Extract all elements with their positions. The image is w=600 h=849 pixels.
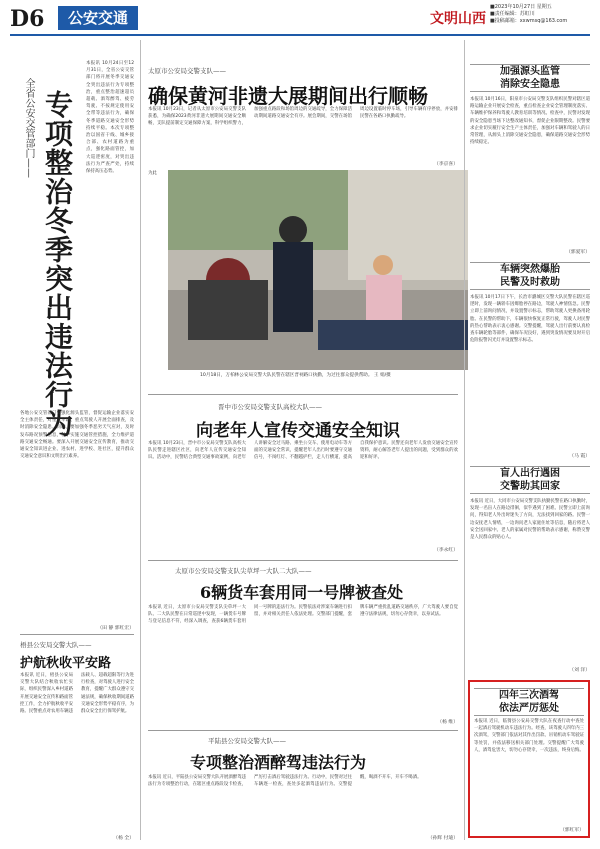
divider xyxy=(148,394,458,395)
header-date: ■2023年10月27日 星期五 xyxy=(490,4,552,10)
sidebar-article-1-title xyxy=(470,64,590,92)
young-article-kicker: 晋中市公安局交警支队高校大队—— xyxy=(218,403,322,411)
lead-article-title: 确保黄河非遗大展期间出行顺畅 xyxy=(148,84,428,108)
left-article-body-b: 各地公安交管部门要强化源头监管，督促运输企业落实安全主体责任，对重点车辆、重点驾驶人开展全面排查，及时消除安全隐患。同时，要加强冬季恶劣天气应对，及时发布路况预警信息，科学实施交通管控措施，全力维护道路交通安全畅通。要深入开展交通安全宣传教育，推动交通安全知识进企业、进农村、进学校、进社区，提升群众交通安全意识和文明出行素养。 xyxy=(20,411,134,460)
sidebar-article-4-byline: （郭红军） xyxy=(560,828,584,833)
newspaper-logo: 文明山西 xyxy=(430,11,486,27)
sidebar-article-2-title xyxy=(470,262,590,290)
news-photo xyxy=(168,170,468,370)
sidebar-article-1-title-line: 消除安全隐患 xyxy=(500,79,560,90)
pingyao-article-title: 专项整治酒醉驾违法行为 xyxy=(190,753,367,772)
young-article-byline: （李永红） xyxy=(434,548,458,553)
sidebar-article-2-body: 本报讯 10月17日下午，长治市潞城区交警大队民警在辖区巡逻时，发现一辆轿车因爆胎停在路边，驾驶人神情焦急。民警立即上前询问情况，并设置警示标志，帮助驾驶人更换备用轮胎。在民警的帮助下，车辆很快恢复正常行驶，驾驶人对民警的热心帮助表示衷心感谢。交警提醒，驾驶人出行前要认真检查车辆轮胎等部件，确保车况良好，遇到突发情况要及时开启危险报警闪光灯并设置警示标志。 xyxy=(470,295,590,344)
page-number: D6 xyxy=(10,6,45,32)
lead-article-byline: （李京喜） xyxy=(434,162,458,167)
lishi-article-kicker: 梧县公安局交警大队—— xyxy=(20,641,92,649)
lishi-article-title: 护航秋收平安路 xyxy=(20,656,112,671)
sidebar-article-3-byline: （刘 洋） xyxy=(569,668,590,673)
sidebar-article-2-title-line: 车辆突然爆胎 xyxy=(500,264,560,275)
young-article-title: 向老年人宣传交通安全知识 xyxy=(196,421,400,441)
spacer xyxy=(468,110,469,111)
divider xyxy=(148,560,458,561)
truck-article-title: 6辆货车套用同一号牌被查处 xyxy=(200,583,404,602)
left-article-kicker: 全省公安交管部门—— xyxy=(23,78,34,178)
sidebar-article-1-title-line: 加强源头监管 xyxy=(500,66,560,77)
lishi-article-byline: （杨 全） xyxy=(113,836,134,841)
truck-article-body: 本报讯 近日，太原市公安局交警支队尖草坪一大队、二大队民警在日常巡逻中发现，一辆货车号牌与登记信息不符，经深入调查，查获6辆货车套用同一号牌的违法行为。民警依法对涉案车辆进行扣留，并对相关责任人依法处理。交警部门提醒，套牌车辆严重扰乱道路交通秩序，广大驾驶人要自觉遵守法律法规，切勿心存侥幸，以身试法。 xyxy=(148,605,458,625)
divider xyxy=(20,634,134,635)
pingyao-article-kicker: 平陆县公安局交警大队—— xyxy=(208,737,286,745)
header-email: ■投稿邮箱：xxwmsq@163.com xyxy=(490,18,568,24)
column-divider xyxy=(464,40,465,840)
left-article-body-a: 本报讯 10月24日至12月31日，全省公安交管部门将开展冬季交通安全突出违法行为专项整治，重点整治超速超员超载、酒驾醉驾、疲劳驾驶、不按规定使用安全带等违法行为，确保冬季道路交通安全形势持续平稳。本次专项整治以国省干线、城乡接合部、农村道路为重点，强化路面管控，加大巡逻密度，对突出违法行为严查严处，持续保持高压态势。 xyxy=(86,61,134,175)
sidebar-article-4-body: 本报讯 近日，临猗县公安局交警大队在夜查行动中查处一起酒后驾驶机动车违法行为。经查，该驾驶人四年内三次酒驾，交警部门依法对其作出罚款、吊销机动车驾驶证等处罚，并依法移送相关部门处理。交警提醒广大驾驶人，酒驾危害大，切勿心存侥幸，一次违法，终身后悔。 xyxy=(474,719,584,753)
lead-article-body-top: 本报讯 10月23日，记者从太原市公安局交警支队获悉，为确保2023黄河非遗大展期间交通安全顺畅，支队提前制定交通保障方案，科学组织警力，加强重点路段和场馆周边的交通疏导，全力保障活动期间道路交通安全有序。展会期间，交警在场馆周边设置临时停车场，引导车辆有序停放，并安排民警在各路口执勤疏导。 xyxy=(148,107,458,127)
sidebar-article-3-body: 本报讯 近日，大同市公安局交警支队执勤民警在路口执勤时，发现一名盲人在路边徘徊，似乎遇到了困难。民警立即上前询问，得知老人外出时迷失了方向，无法找到回家的路。民警一边安抚老人情绪，一边询问老人家庭住址等信息，随后将老人安全送回家中。老人的家属对民警的帮助表示感谢，称赞交警是人民群众的贴心人。 xyxy=(470,499,590,541)
sidebar-article-1-body: 本报讯 10月16日，阳泉市公安局交警支队组织民警对辖区道路运输企业开展安全检查，重点检查企业安全管理制度落实、车辆维护保养和驾驶人教育培训等情况。检查中，民警对发现的安全隐患当场下达整改通知书，督促企业限期整改。民警要求企业切实履行安全生产主体责任，加强对车辆和驾驶人的日常管理，从源头上消除交通安全隐患，确保道路交通安全形势持续稳定。 xyxy=(470,97,590,146)
lead-article-body-left: 为此 xyxy=(148,171,157,176)
lead-article-kicker: 太原市公安局交警支队—— xyxy=(148,67,226,75)
header-editor: ■责任编辑：苏虹川 xyxy=(490,11,535,17)
sidebar-article-2-title-line: 民警及时救助 xyxy=(500,277,560,288)
header-rule xyxy=(10,34,590,36)
column-divider xyxy=(140,40,141,840)
sidebar-article-2-byline: （马 霞） xyxy=(569,454,590,459)
young-article-body: 本报讯 10月23日，晋中市公安局交警支队高校大队民警走进辖区社区，向老年人宣传交通安全知识。活动中，民警结合典型交通事故案例，向老年人讲解安全过马路、乘坐公交车、使用电动车等方面的交通安全常识，提醒老年人出行时要遵守交通信号，不闯红灯、不翻越护栏，走人行横道，提高自我保护意识。民警还向老年人发放交通安全宣传资料，耐心解答老年人提出的问题，受到群众的欢迎和好评。 xyxy=(148,441,458,461)
sidebar-article-4-title-line: 依法严厉惩处 xyxy=(499,703,559,714)
left-article-byline: （田 静 郭红宏） xyxy=(97,626,134,631)
sidebar-article-4-title xyxy=(474,688,584,716)
truck-article-kicker: 太原市公安局交警支队尖草坪一大队二大队—— xyxy=(175,567,312,575)
sidebar-article-4-title-line: 四年三次酒驾 xyxy=(499,690,559,701)
sidebar-article-3-title-line: 交警助其回家 xyxy=(500,481,560,492)
sidebar-article-3-title-line: 盲人出行遇困 xyxy=(500,468,560,479)
photo-caption: 10月18日，万柏林公安局交警大队民警在辖区晋祠路口执勤，为过往群众提供帮助。 王 娟/摄 xyxy=(200,373,391,378)
lishi-article-body: 本报讯 近日，梧县公安局交警大队结合秋收农忙实际，组织民警深入乡村道路开展交通安全宣传和路面管控工作，全力护航秋收平安路。民警重点对农用车辆违法载人、超载超限等行为进行检查，对驾驶人进行安全教育，提醒广大群众遵守交通法规，确保秋收期间道路交通安全形势平稳有序，为群众安全出行保驾护航。 xyxy=(20,673,134,715)
sidebar-article-1-byline: （郭爱军） xyxy=(566,250,590,255)
sidebar-article-3-title xyxy=(470,466,590,494)
divider xyxy=(148,730,458,731)
pingyao-article-body: 本报讯 近日，平陆县公安局交警大队开展酒醉驾违法行为专项整治行动，在辖区重点路段设卡检查，严厉打击酒后驾驶违法行为。行动中，民警对过往车辆逐一检查，查处多起酒驾违法行为。交警提醒，喝酒不开车，开车不喝酒。 xyxy=(148,775,422,788)
left-article-title: 专项整治冬季突出违法行为 xyxy=(41,90,74,438)
pingyao-article-byline: （孙辉 付迪） xyxy=(427,836,458,841)
header-info xyxy=(490,4,598,25)
truck-article-byline: （杨 维） xyxy=(437,720,458,725)
section-title: 公安交通 xyxy=(58,6,138,30)
